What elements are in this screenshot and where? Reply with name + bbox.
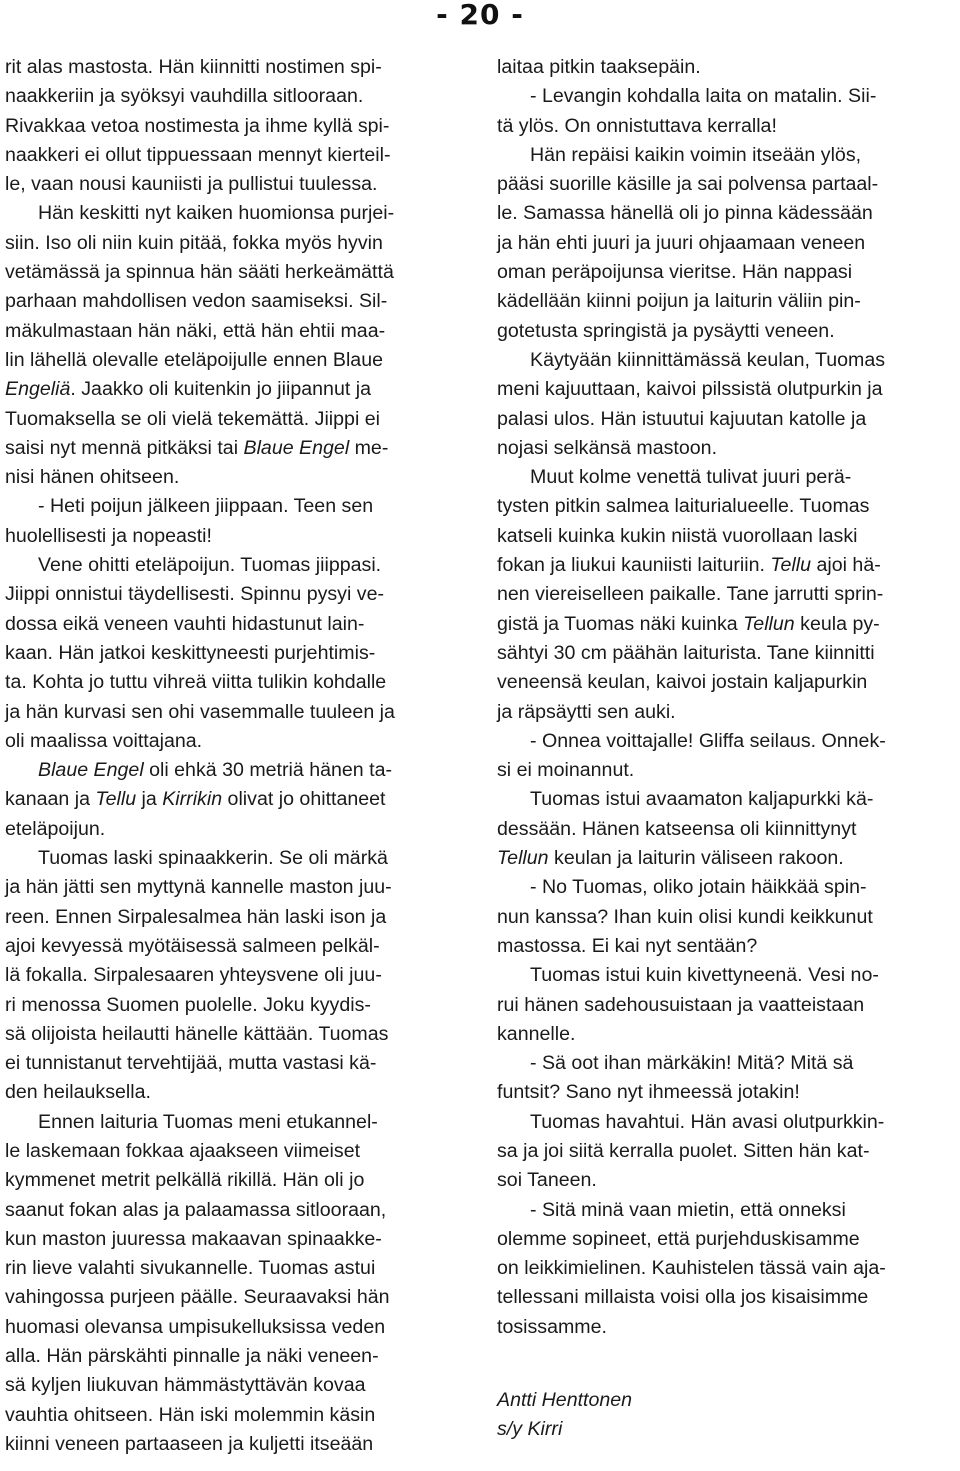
- right_column-line: gotetusta springistä ja pysäytti veneen.: [497, 319, 835, 342]
- left_column-line: vauhtia ohitseen. Hän iski molemmin käsin: [5, 1403, 376, 1426]
- right_column-line: - No Tuomas, oliko jotain häikkää spin-: [530, 876, 867, 899]
- right_column-line: on leikkimielinen. Kauhistelen tässä vain aja-: [497, 1257, 886, 1280]
- left_column-line: ei tunnistanut tervehtijää, mutta vastasi kä-: [5, 1052, 377, 1075]
- right-column-body: [497, 53, 957, 1342]
- signature-spacer: [497, 1342, 957, 1386]
- left_column-line: huomasi olevansa umpisukelluksissa veden: [5, 1315, 386, 1338]
- left_column-line: eteläpoijun.: [5, 817, 106, 840]
- right_column-line: pääsi suorille käsille ja sai polvensa partaal-: [497, 173, 879, 196]
- left_column-line: vetämässä ja spinnua hän sääti herkeämättä: [5, 261, 394, 284]
- right_column-line: kädellään kiinni poijun ja laiturin väliin pin-: [497, 290, 861, 313]
- left_column-line: siin. Iso oli niin kuin pitää, fokka myös hyvin: [5, 231, 383, 254]
- left_column-line: Vene ohitti eteläpoijun. Tuomas jiippasi.: [38, 554, 382, 577]
- left_column-line: lä fokalla. Sirpalesaaren yhteysvene oli juu-: [5, 964, 382, 987]
- left_column-line: Rivakkaa vetoa nostimesta ja ihme kyllä spi-: [5, 114, 390, 137]
- left_column-line: ta. Kohta jo tuttu vihreä viitta tulikin kohdalle: [5, 671, 387, 694]
- right_column-line: meni kajuuttaan, kaivoi pilssistä olutpurkin ja: [497, 378, 883, 401]
- left_column-line: vahingossa purjeen päälle. Seuraavaksi hän: [5, 1286, 390, 1309]
- right_column-line: Hän repäisi kaikin voimin itseään ylös,: [530, 143, 862, 166]
- right_column-line: olemme sopineet, että purjehduskisamme: [497, 1227, 860, 1250]
- left_column-line: Ennen laituria Tuomas meni etukannel-: [38, 1110, 378, 1133]
- left_column-line: sä olijoista heilautti hänelle kättään. Tuomas: [5, 1022, 389, 1045]
- right_column-line: Käytyään kiinnittämässä keulan, Tuomas: [530, 348, 886, 371]
- right_column-line: - Levangin kohdalla laita on matalin. Sii-: [530, 85, 877, 108]
- left_column-line: Blaue Engel oli ehkä 30 metriä hänen ta-: [38, 759, 393, 782]
- left_column-line: naakkeri ei ollut tippuessaan mennyt kierteil-: [5, 143, 391, 166]
- left_column-line: lin lähellä olevalle eteläpoijulle ennen Blaue: [5, 348, 384, 371]
- left_column-line: saisi nyt mennä pitkäksi tai Blaue Engel me-: [5, 436, 389, 459]
- left_column-line: Jiippi onnistui täydellisesti. Spinnu pysyi ve-: [5, 583, 384, 606]
- left_column-line: kaan. Hän jatkoi keskittyneesti purjehtimis-: [5, 641, 376, 664]
- left_column-line: naakkeriin ja syöksyi vauhdilla sitlooraan.: [5, 85, 364, 108]
- right_column-line: Tuomas havahtui. Hän avasi olutpurkkin-: [530, 1110, 885, 1133]
- left_column-line: parhaan mahdollisen vedon saamiseksi. Sil-: [5, 290, 388, 313]
- left_column-line: kiinni veneen partaaseen ja kuljetti itseään: [5, 1432, 374, 1455]
- left_column-line: huolellisesti ja nopeasti!: [5, 524, 212, 547]
- left_column-line: ja hän kurvasi sen ohi vasemmalle tuuleen ja: [5, 700, 395, 723]
- right_column-line: si ei moinannut.: [497, 759, 635, 782]
- right_column-line: gistä ja Tuomas näki kuinka Tellun keula py-: [497, 612, 880, 635]
- right_column-line: katseli kuinka kukin niistä vuorollaan laski: [497, 524, 858, 547]
- right_column-line: sähtyi 30 cm päähän laiturista. Tane kiinnitti: [497, 641, 875, 664]
- right_column-line: Tuomas istui kuin kivettyneenä. Vesi no-: [530, 964, 879, 987]
- right_column-line: mastossa. Ei kai nyt sentään?: [497, 934, 758, 957]
- left_column-line: Engeliä. Jaakko oli kuitenkin jo jiipannut ja: [5, 378, 371, 401]
- right_column-line: veneensä keulan, kaivoi jostain kaljapurkin: [497, 671, 868, 694]
- right_column-line: tä ylös. On onnistuttava kerralla!: [497, 114, 777, 137]
- left_column-line: sä kyljen liukuvan hämmästyttävän kovaa: [5, 1374, 366, 1397]
- right_column-line: le. Samassa hänellä oli jo pinna kädessään: [497, 202, 873, 225]
- right_column-line: - Sä oot ihan märkäkin! Mitä? Mitä sä: [530, 1052, 854, 1075]
- left_column-line: den heilauksella.: [5, 1081, 151, 1104]
- left_column-line: dossa eikä veneen vauhti hidastunut lain-: [5, 612, 365, 635]
- right_column-line: Tellun keulan ja laiturin väliseen rakoon.: [497, 847, 844, 870]
- page-number: - 20 -: [436, 0, 524, 31]
- left_column-line: le, vaan nousi kauniisti ja pullistui tuulessa.: [5, 173, 378, 196]
- right_column-line: - Onnea voittajalle! Gliffa seilaus. Onnek-: [530, 729, 886, 752]
- left_column-line: oli maalissa voittajana.: [5, 729, 203, 752]
- left_column-line: - Heti poijun jälkeen jiippaan. Teen sen: [38, 495, 374, 518]
- right_column-line: Muut kolme venettä tulivat juuri perä-: [530, 466, 852, 489]
- left_column-line: Hän keskitti nyt kaiken huomionsa purjei-: [38, 202, 395, 225]
- right_column-line: dessään. Hänen katseensa oli kiinnittynyt: [497, 817, 857, 840]
- left_column-line: rin lieve valahti sivukannelle. Tuomas astui: [5, 1257, 376, 1280]
- right_column-line: ja räpsäytti sen auki.: [497, 700, 676, 723]
- right_column-line: oman peräpoijunsa vieritse. Hän nappasi: [497, 261, 853, 284]
- right_column-line: tysten pitkin salmea laiturialueelle. Tuomas: [497, 495, 870, 518]
- right_column-line: laitaa pitkin taaksepäin.: [497, 56, 701, 78]
- right_column-line: kannelle.: [497, 1022, 576, 1045]
- left_column-line: saanut fokan alas ja palaamassa sitlooraan,: [5, 1198, 387, 1221]
- left_column-line: ri menossa Suomen puolelle. Joku kyydis-: [5, 993, 371, 1016]
- right_column-line: ja hän ehti juuri ja juuri ohjaamaan veneen: [497, 231, 866, 254]
- right_column-line: - Sitä minä vaan mietin, että onneksi: [530, 1198, 846, 1221]
- right_column-line: rui hänen sadehousuistaan ja vaatteistaan: [497, 993, 865, 1016]
- right_column-line: sa ja joi siitä kerralla puolet. Sitten hän kat-: [497, 1139, 870, 1162]
- right_column-line: tosissamme.: [497, 1315, 607, 1338]
- signature-author: Antti Henttonen: [497, 1389, 633, 1412]
- signature-boat: s/y Kirri: [497, 1418, 563, 1441]
- right_column-line: soi Taneen.: [497, 1169, 597, 1192]
- left_column-line: kun maston juuressa makaavan spinaakke-: [5, 1227, 382, 1250]
- right_column-line: nun kanssa? Ihan kuin olisi kundi keikkunut: [497, 905, 873, 928]
- left_column-line: reen. Ennen Sirpalesalmea hän laski ison ja: [5, 905, 387, 928]
- left_column-line: ja hän jätti sen myttynä kannelle maston juu-: [5, 876, 392, 899]
- left_column-line: kymmenet metrit pelkällä rikillä. Hän oli jo: [5, 1169, 365, 1192]
- left_column-line: alla. Hän pärskähti pinnalle ja näki veneen-: [5, 1345, 379, 1368]
- right-text-column: [497, 53, 957, 1445]
- left_column-line: ajoi kevyessä myötäisessä salmeen pelkäl-: [5, 934, 380, 957]
- left_column-line: Tuomas laski spinaakkerin. Se oli märkä: [38, 847, 388, 870]
- right_column-line: Tuomas istui avaamaton kaljapurkki kä-: [530, 788, 874, 811]
- right_column-line: palasi ulos. Hän istuutui kajuutan katolle ja: [497, 407, 867, 430]
- right_column-line: fokan ja liukui kauniisti laituriin. Tellu ajoi hä-: [497, 554, 881, 577]
- left_column-line: rit alas mastosta. Hän kiinnitti nostimen spi-: [5, 56, 382, 78]
- right_column-line: funtsit? Sano nyt ihmeessä jotakin!: [497, 1081, 800, 1104]
- right_column-line: tellessani millaista voisi olla jos kisaisimme: [497, 1286, 869, 1309]
- left-text-column: [5, 53, 465, 1459]
- left_column-line: Tuomaksella se oli vielä tekemättä. Jiippi ei: [5, 407, 380, 430]
- left_column-line: kanaan ja Tellu ja Kirrikin olivat jo ohittaneet: [5, 788, 386, 811]
- right_column-line: nojasi selkänsä mastoon.: [497, 436, 718, 459]
- left_column-line: nisi hänen ohitseen.: [5, 466, 180, 489]
- left_column-line: mäkulmastaan hän näki, että hän ehtii maa-: [5, 319, 386, 342]
- right_column-line: nen viereiselleen paikalle. Tane jarrutti sprin-: [497, 583, 884, 606]
- left_column-line: le laskemaan fokkaa ajaakseen viimeiset: [5, 1139, 361, 1162]
